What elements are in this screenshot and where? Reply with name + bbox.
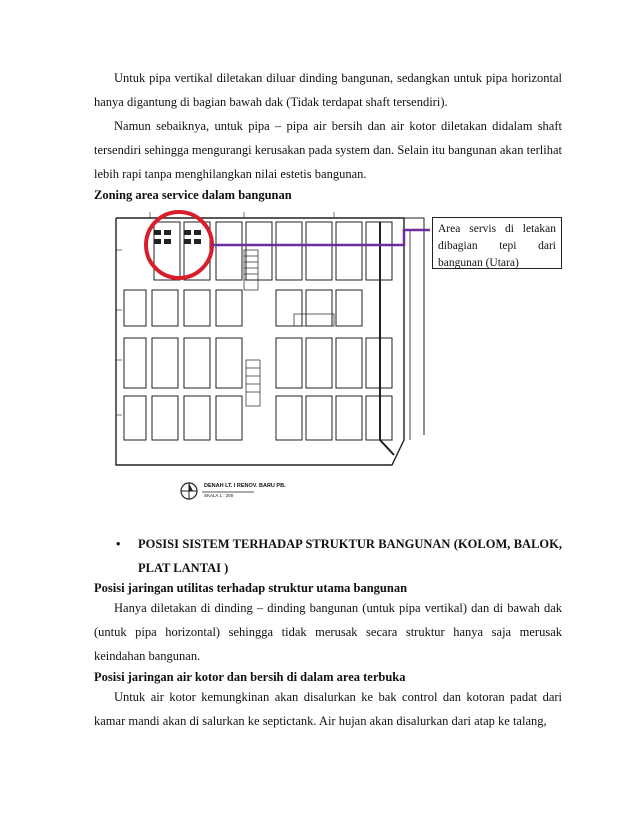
plan-stairs: [244, 250, 334, 406]
section2-heading: Posisi jaringan air kotor dan bersih di dalam area terbuka: [94, 670, 406, 684]
section1-body: Hanya diletakan di dinding – dinding bangunan (untuk pipa vertikal) dan di bawah dak (untuk pipa horizontal) sehingga tidak merusak secara struktur hanya saja merusak keindahan bangunan.: [94, 601, 562, 663]
plan-outline: [116, 218, 404, 465]
bullet-text: POSISI SISTEM TERHADAP STRUKTUR BANGUNAN (KOLOM, BALOK, PLAT LANTAI ): [138, 537, 562, 575]
plan-middle-rooms: [124, 290, 392, 440]
intro-paragraph-1: Untuk pipa vertikal diletakan diluar dinding bangunan, sedangkan untuk pipa horizontal hanya digantung di bagian bawah dak (Tidak terdapat shaft tersendiri).: [94, 71, 562, 109]
plan-scale: SKALA 1 : 200: [204, 493, 234, 498]
callout-box: [432, 217, 562, 269]
plan-title: DENAH LT. I RENOV. BARU PB.: [204, 483, 286, 489]
plan-toilet-fixtures: [154, 230, 201, 244]
section2-body: Untuk air kotor kemungkinan akan disalurkan ke bak control dan kotoran padat dari kamar mandi akan di salurkan ke septictank. Air hujan akan disalurkan dari atap ke talang,: [94, 690, 562, 728]
callout-text: Area servis di letakan dibagian tepi dari bangunan (Utara): [438, 223, 556, 269]
zoning-heading: Zoning area service dalam bangunan: [94, 188, 292, 202]
bullet-symbol: •: [116, 537, 121, 551]
intro-paragraph-2: Namun sebaiknya, untuk pipa – pipa air bersih dan air kotor diletakan didalam shaft tersendiri sehingga mengurangi kerusakan pada system dan. Selain itu bangunan akan terlihat lebih rapi tanpa menghilangkan nilai estetis bangunan.: [94, 119, 562, 181]
callout-arrow-line: [212, 230, 430, 245]
section1-heading: Posisi jaringan utilitas terhadap struktur utama bangunan: [94, 581, 408, 595]
